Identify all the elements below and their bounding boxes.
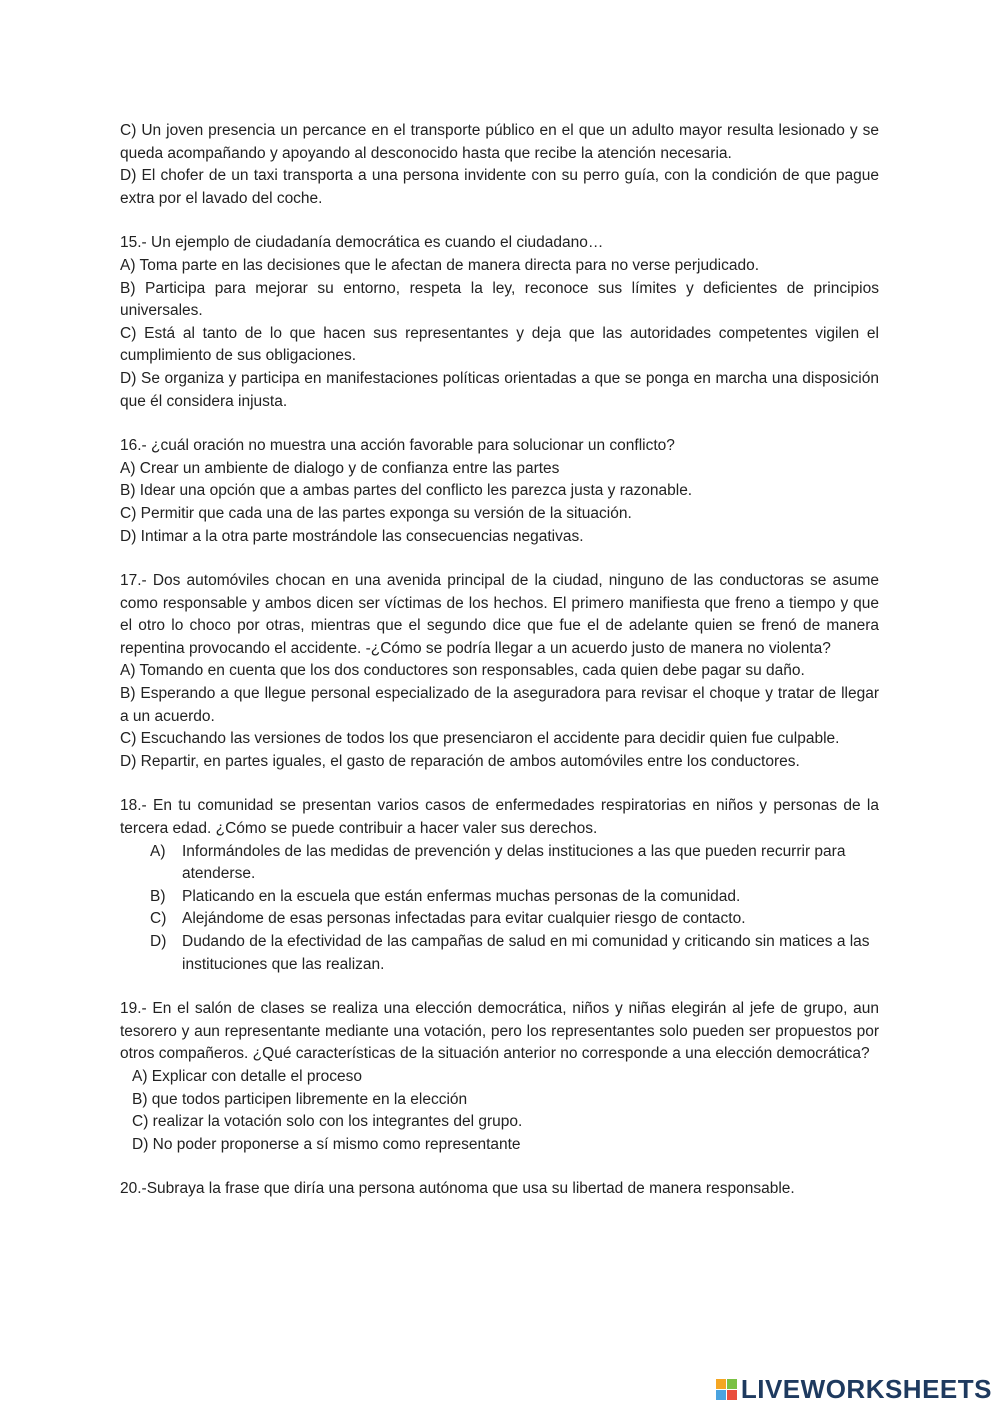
q16-option-a: A) Crear un ambiente de dialogo y de confianza entre las partes (120, 459, 560, 477)
q15-option-a: A) Toma parte en las decisiones que le afectan de manera directa para no verse perjudicado. (120, 256, 760, 274)
q15-option-b: B) Participa para mejorar su entorno, respeta la ley, reconoce sus límites y deficientes de principios universales. (120, 279, 879, 320)
q19-option-b: B) que todos participen libremente en la elección (132, 1090, 468, 1108)
q20-stem: 20.-Subraya la frase que diría una persona autónoma que usa su libertad de manera responsable. (120, 1180, 795, 1198)
q18-options (120, 841, 879, 977)
q18-option-d: D) Dudando de la efectividad de las campañas de salud en mi comunidad y criticando sin matices a las instituciones que las realizan. (150, 933, 870, 973)
q14-option-c: C) Un joven presencia un percance en el transporte público en el que un adulto mayor resulta lesionado y se queda acompañando y apoyando al desconocido hasta que recibe la atención necesaria. (120, 122, 879, 162)
q15-option-c: C) Está al tanto de lo que hacen sus representantes y deja que las autoridades competentes vigilen el cumplimiento de sus obligaciones. (120, 324, 879, 365)
liveworksheets-logo-text: LIVEWORKSHEETS (740, 1374, 992, 1404)
q18-option-a: A) Informándoles de las medidas de prevención y delas instituciones a las que pueden recurrir para atenderse. (150, 842, 846, 883)
q19-option-d: D) No poder proponerse a sí mismo como representante (132, 1135, 521, 1153)
q17-option-d: D) Repartir, en partes iguales, el gasto de reparación de ambos automóviles entre los conductores. (120, 752, 800, 770)
q18-stem: 18.- En tu comunidad se presentan varios casos de enfermedades respiratorias en niños y personas de la tercera edad. ¿Cómo se puede contribuir a hacer valer sus derechos. (120, 797, 879, 838)
q19-stem: 19.- En el salón de clases se realiza una elección democrática, niños y niñas elegirán al jefe de grupo, aun tesorero y aun representante mediante una votación, pero los representantes solo pueden ser propuestos por otros compañeros. ¿Qué características de la situación anterior no corresponde a una elección democrática? (120, 1000, 879, 1063)
liveworksheets-logo-icon (716, 1379, 737, 1400)
q16-option-b: B) Idear una opción que a ambas partes del conflicto les parezca justa y razonable. (120, 482, 693, 500)
q19-option-c: C) realizar la votación solo con los integrantes del grupo. (132, 1113, 523, 1131)
q17-option-a: A) Tomando en cuenta que los dos conductores son responsables, cada quien debe pagar su daño. (120, 662, 805, 680)
q15-option-d: D) Se organiza y participa en manifestaciones políticas orientadas a que se ponga en marcha una disposición que él considera injusta. (120, 369, 879, 410)
q16-option-d: D) Intimar a la otra parte mostrándole las consecuencias negativas. (120, 527, 584, 545)
q16-option-c: C) Permitir que cada una de las partes exponga su versión de la situación. (120, 504, 632, 522)
liveworksheets-logo (716, 1374, 992, 1405)
q17-option-b: B) Esperando a que llegue personal especializado de la aseguradora para revisar el choque y tratar de llegar a un acuerdo. (120, 685, 879, 725)
q17-stem: 17.- Dos automóviles chocan en una avenida principal de la ciudad, ninguno de las conductoras se asume como responsable y ambos dicen ser víctimas de los hechos. El primero manifiesta que freno a tiempo y que el otro lo choco por otras, mientras que el segundo dice que fue el de adelante quien se frenó de manera repentina provocando el accidente. -¿Cómo se podría llegar a un acuerdo justo de manera no violenta? (120, 572, 879, 657)
worksheet-page (120, 120, 879, 1201)
q14-option-d: D) El chofer de un taxi transporta a una persona invidente con su perro guía, con la condición de que pague extra por el lavado del coche. (120, 167, 879, 207)
q15-stem: 15.- Un ejemplo de ciudadanía democrática es cuando el ciudadano… (120, 234, 604, 252)
q18-option-b: B) Platicando en la escuela que están enfermas muchas personas de la comunidad. (150, 887, 741, 905)
q16-stem: 16.- ¿cuál oración no muestra una acción favorable para solucionar un conflicto? (120, 437, 675, 455)
q17-option-c: C) Escuchando las versiones de todos los que presenciaron el accidente para decidir quien fue culpable. (120, 730, 840, 748)
q18-option-c: C) Alejándome de esas personas infectadas para evitar cualquier riesgo de contacto. (150, 910, 746, 928)
q19-option-a: A) Explicar con detalle el proceso (132, 1067, 363, 1085)
